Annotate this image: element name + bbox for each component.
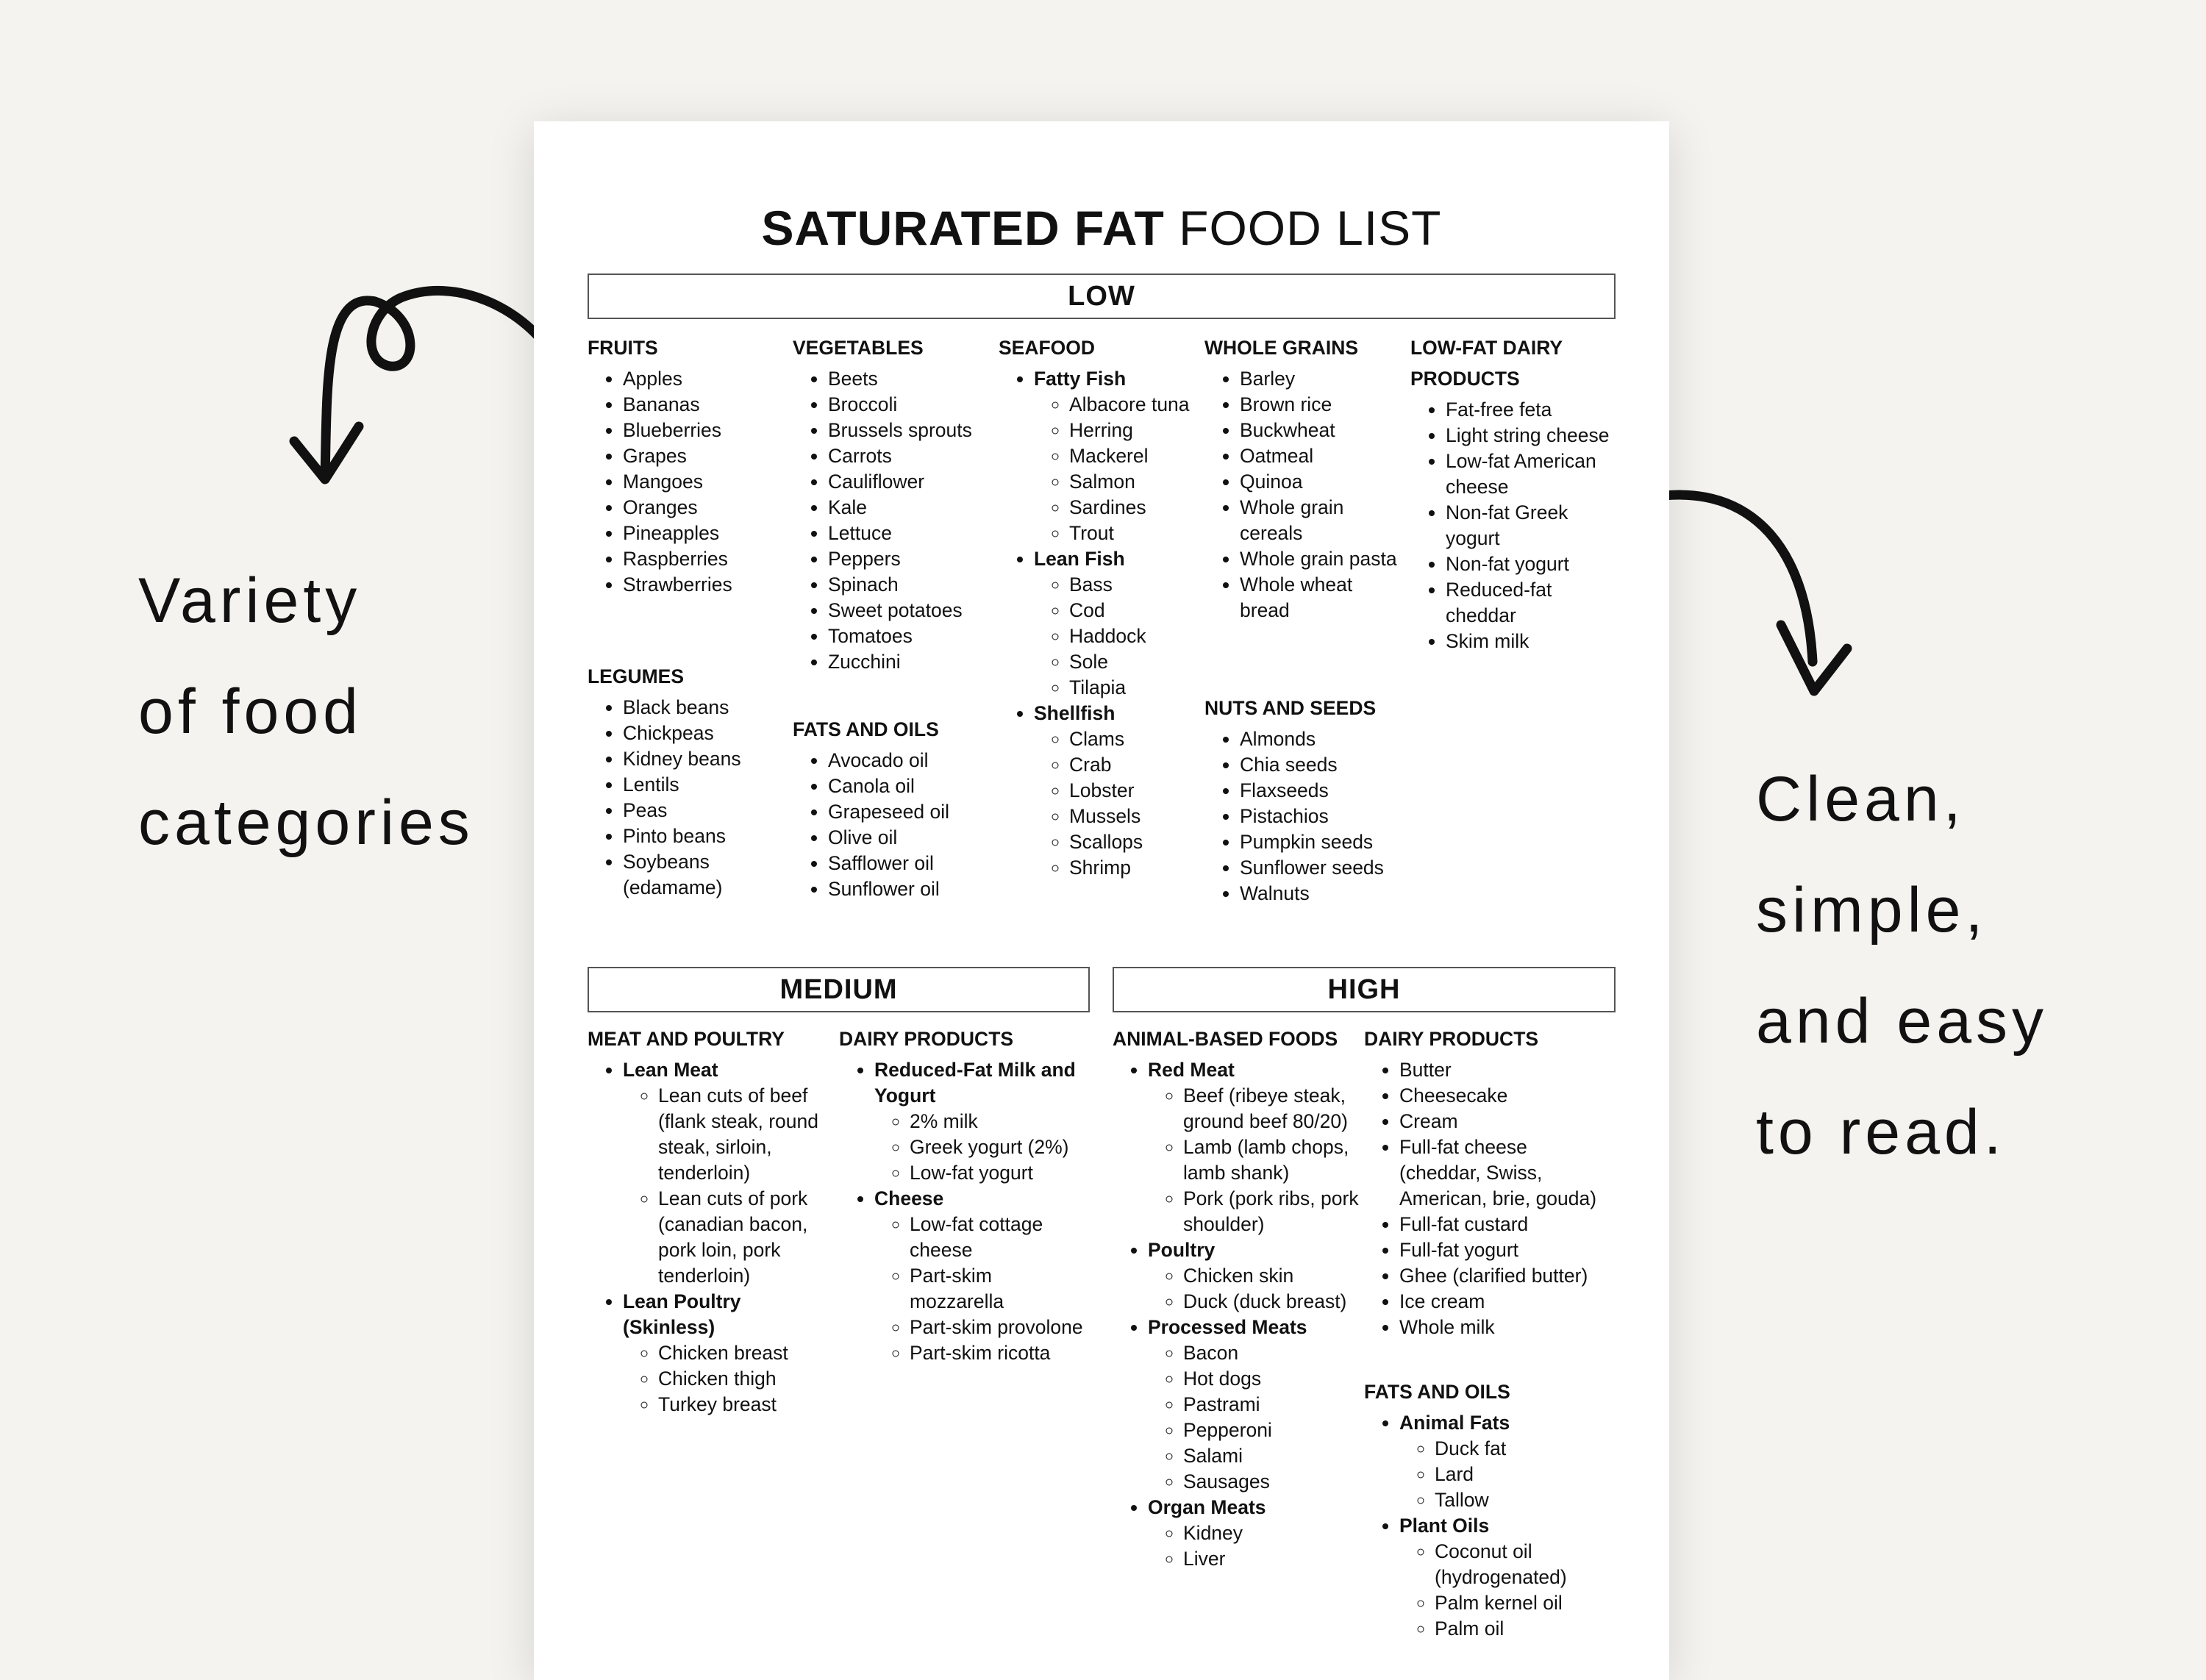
list-item: • Lentils [623, 772, 786, 798]
list-item: • Pistachios [1240, 804, 1410, 829]
list-group [874, 1057, 1093, 1186]
list-item: • Zucchini [828, 649, 995, 675]
list-item: ◦ Chicken breast [658, 1340, 834, 1366]
list-item: ◦ Part-skim provolone [910, 1315, 1093, 1340]
list-item: ◦ Herring [1069, 418, 1204, 443]
list-item: ◦ Part-skim mozzarella [910, 1263, 1035, 1315]
list-item: ◦ Mussels [1069, 804, 1204, 829]
list-item: • Oranges [623, 495, 786, 521]
col-fats-oils-low [793, 714, 995, 902]
list [839, 1057, 1093, 1366]
sublist [1399, 1539, 1618, 1642]
list-item: • Lettuce [828, 521, 995, 546]
list-item: • Kale [828, 495, 995, 521]
list-item: • Full-fat cheese (cheddar, Swiss, American, brie, gouda) [1399, 1134, 1613, 1212]
title-light: FOOD LIST [1179, 201, 1442, 255]
list-item: ◦ Lamb (lamb chops, lamb shank) [1183, 1134, 1363, 1186]
list-item: ◦ Duck (duck breast) [1183, 1289, 1363, 1315]
list-item: ◦ Greek yogurt (2%) [910, 1134, 1093, 1160]
list-item: • Cauliflower [828, 469, 995, 495]
list-item: • Kidney beans [623, 746, 786, 772]
list-item: • Cheesecake [1399, 1083, 1618, 1109]
list [793, 748, 995, 902]
list-group [1034, 546, 1204, 701]
list-item: • Whole milk [1399, 1315, 1618, 1340]
sublist [1148, 1340, 1363, 1495]
list-item: • Buckwheat [1240, 418, 1410, 443]
list-item: • Low-fat American cheese [1446, 448, 1604, 500]
list-item: • Ghee (clarified butter) [1399, 1263, 1618, 1289]
sublist [1034, 726, 1204, 881]
list [1364, 1410, 1618, 1642]
group-label: Reduced-Fat Milk and Yogurt [874, 1059, 1076, 1107]
list-item: • Raspberries [623, 546, 786, 572]
col-seafood [999, 332, 1204, 881]
list [1364, 1057, 1618, 1340]
list-item: • Canola oil [828, 773, 995, 799]
list-item: ◦ Low-fat cottage cheese [910, 1212, 1057, 1263]
sublist [1034, 572, 1204, 701]
list-item: • Black beans [623, 695, 786, 721]
list-item: • Almonds [1240, 726, 1410, 752]
list-item: • Blueberries [623, 418, 786, 443]
section-heading: LOW-FAT DAIRY PRODUCTS [1410, 337, 1563, 390]
list-item: ◦ Cod [1069, 598, 1204, 623]
section-heading: LEGUMES [588, 665, 685, 687]
list-group [1148, 1495, 1363, 1572]
list-item: • Pineapples [623, 521, 786, 546]
list-item: ◦ Palm oil [1435, 1616, 1618, 1642]
section-heading: DAIRY PRODUCTS [1364, 1028, 1539, 1050]
list-item: ◦ Low-fat yogurt [910, 1160, 1093, 1186]
list-item: • Beets [828, 366, 995, 392]
list-group [623, 1057, 834, 1289]
list-item: ◦ Crab [1069, 752, 1204, 778]
list [588, 366, 786, 598]
list-item: • Butter [1399, 1057, 1618, 1083]
callout-right-line: and easy [1756, 986, 2049, 1057]
col-high-fats-oils [1364, 1376, 1618, 1642]
list-item: ◦ Tallow [1435, 1487, 1618, 1513]
col-low-fat-dairy [1410, 332, 1616, 654]
list-item: ◦ Lean cuts of beef (flank steak, round steak, sirloin, tenderloin) [658, 1083, 834, 1186]
callout-left-line: categories [138, 787, 474, 858]
col-vegetables [793, 332, 995, 675]
list-item: ◦ Pepperoni [1183, 1418, 1363, 1443]
list-item: • Sunflower seeds [1240, 855, 1410, 881]
col-fruits [588, 332, 786, 598]
list-item: • Sunflower oil [828, 876, 995, 902]
list-item: ◦ 2% milk [910, 1109, 1093, 1134]
list-item: ◦ Chicken skin [1183, 1263, 1363, 1289]
list-item: • Safflower oil [828, 851, 995, 876]
list-item: ◦ Sole [1069, 649, 1204, 675]
callout-left [138, 546, 474, 879]
sublist [1399, 1436, 1618, 1513]
sublist [1034, 392, 1204, 546]
list-item: ◦ Sausages [1183, 1469, 1363, 1495]
list-item: ◦ Albacore tuna [1069, 392, 1204, 418]
list-item: • Peppers [828, 546, 995, 572]
band-high: HIGH [1113, 967, 1616, 1012]
list-item: • Grapes [623, 443, 786, 469]
list-item: • Non-fat yogurt [1446, 551, 1616, 577]
list-item: • Apples [623, 366, 786, 392]
list-item: ◦ Duck fat [1435, 1436, 1618, 1462]
list-item: • Mangoes [623, 469, 786, 495]
list-item: • Quinoa [1240, 469, 1410, 495]
col-nuts-seeds [1204, 693, 1410, 907]
list-item: • Ice cream [1399, 1289, 1618, 1315]
callout-left-line: of food [138, 676, 363, 747]
list-item: • Brown rice [1240, 392, 1410, 418]
list-group [1148, 1057, 1363, 1237]
list-item: • Whole grain pasta [1240, 546, 1410, 572]
band-medium: MEDIUM [588, 967, 1090, 1012]
list [1204, 726, 1410, 907]
list-item: • Oatmeal [1240, 443, 1410, 469]
list [1113, 1057, 1363, 1572]
list-item: ◦ Kidney [1183, 1520, 1363, 1546]
list-item: • Strawberries [623, 572, 786, 598]
list-item: ◦ Lard [1435, 1462, 1618, 1487]
callout-right [1756, 744, 2048, 1188]
list [793, 366, 995, 675]
group-label: Animal Fats [1399, 1412, 1510, 1434]
list-item: • Non-fat Greek yogurt [1446, 500, 1585, 551]
callout-right-line: to read. [1756, 1097, 2006, 1168]
list-item: ◦ Chicken thigh [658, 1366, 834, 1392]
list-item: ◦ Shrimp [1069, 855, 1204, 881]
section-heading: ANIMAL-BASED FOODS [1113, 1028, 1338, 1050]
list [1410, 397, 1616, 654]
list-item: • Olive oil [828, 825, 995, 851]
list-item: ◦ Pork (pork ribs, pork shoulder) [1183, 1186, 1363, 1237]
group-label: Fatty Fish [1034, 368, 1127, 390]
list-item: • Skim milk [1446, 629, 1616, 654]
list-item: • Full-fat custard [1399, 1212, 1618, 1237]
list-item: ◦ Turkey breast [658, 1392, 834, 1418]
list-item: ◦ Bacon [1183, 1340, 1363, 1366]
group-label: Organ Meats [1148, 1496, 1266, 1518]
section-heading: DAIRY PRODUCTS [839, 1028, 1014, 1050]
list-item: ◦ Liver [1183, 1546, 1363, 1572]
callout-right-line: simple, [1756, 875, 1988, 946]
section-heading: FATS AND OILS [793, 718, 939, 740]
list-item: • Light string cheese [1446, 423, 1616, 448]
group-label: Cheese [874, 1187, 944, 1209]
sublist [1148, 1520, 1363, 1572]
section-heading: MEAT AND POULTRY [588, 1028, 785, 1050]
sublist [1148, 1083, 1363, 1237]
list-item: • Barley [1240, 366, 1410, 392]
col-high-dairy [1364, 1023, 1618, 1340]
list-group [1399, 1513, 1618, 1642]
document-title [534, 201, 1669, 255]
list-item: ◦ Lobster [1069, 778, 1204, 804]
title-bold: SATURATED FAT [761, 201, 1165, 255]
list-item: • Grapeseed oil [828, 799, 995, 825]
list-group [1399, 1410, 1618, 1513]
list-item: ◦ Palm kernel oil [1435, 1590, 1618, 1616]
callout-right-line: Clean, [1756, 764, 1966, 834]
group-label: Plant Oils [1399, 1515, 1490, 1537]
group-label: Red Meat [1148, 1059, 1235, 1081]
col-legumes [588, 661, 786, 901]
list-item: ◦ Mackerel [1069, 443, 1204, 469]
section-heading: FRUITS [588, 337, 658, 359]
list-item: ◦ Hot dogs [1183, 1366, 1363, 1392]
sublist [623, 1083, 834, 1289]
sublist [623, 1340, 834, 1418]
list-item: • Whole grain cereals [1240, 495, 1350, 546]
curved-arrow-right-icon [1640, 478, 1860, 713]
list-item: ◦ Salami [1183, 1443, 1363, 1469]
document-page [534, 121, 1669, 1680]
list-item: ◦ Sardines [1069, 495, 1204, 521]
list [588, 695, 786, 901]
section-heading: NUTS AND SEEDS [1204, 697, 1377, 719]
list-item: • Reduced-fat cheddar [1446, 577, 1563, 629]
group-label: Lean Poultry (Skinless) [623, 1290, 741, 1338]
sublist [1148, 1263, 1363, 1315]
list-item: • Full-fat yogurt [1399, 1237, 1618, 1263]
sublist [874, 1212, 1093, 1366]
list-item: ◦ Haddock [1069, 623, 1204, 649]
list-item: ◦ Tilapia [1069, 675, 1204, 701]
list-item: • Flaxseeds [1240, 778, 1410, 804]
list [999, 366, 1204, 881]
list-group [1034, 366, 1204, 546]
band-low: LOW [588, 274, 1616, 319]
list-group [1148, 1237, 1363, 1315]
list-item: • Broccoli [828, 392, 995, 418]
list-item: • Tomatoes [828, 623, 995, 649]
list-item: ◦ Trout [1069, 521, 1204, 546]
list-item: • Fat-free feta [1446, 397, 1616, 423]
list-item: ◦ Bass [1069, 572, 1204, 598]
group-label: Poultry [1148, 1239, 1216, 1261]
list [588, 1057, 834, 1418]
col-medium-dairy [839, 1023, 1093, 1366]
group-label: Shellfish [1034, 702, 1116, 724]
list-item: ◦ Pastrami [1183, 1392, 1363, 1418]
list-item: • Pumpkin seeds [1240, 829, 1410, 855]
section-heading: VEGETABLES [793, 337, 924, 359]
list-item: • Whole wheat bread [1240, 572, 1365, 623]
list-item: • Sweet potatoes [828, 598, 995, 623]
list-item: • Avocado oil [828, 748, 995, 773]
section-heading: SEAFOOD [999, 337, 1096, 359]
list-item: • Walnuts [1240, 881, 1410, 907]
list-item: ◦ Salmon [1069, 469, 1204, 495]
group-label: Lean Meat [623, 1059, 718, 1081]
callout-left-line: Variety [138, 565, 362, 636]
list-item: • Pinto beans [623, 823, 786, 849]
group-label: Lean Fish [1034, 548, 1125, 570]
col-meat-poultry [588, 1023, 834, 1418]
list-item: ◦ Clams [1069, 726, 1204, 752]
list-group [623, 1289, 834, 1418]
list-item: • Chickpeas [623, 721, 786, 746]
group-label: Processed Meats [1148, 1316, 1307, 1338]
list-item: • Brussels sprouts [828, 418, 995, 443]
sublist [874, 1109, 1093, 1186]
list-item: • Chia seeds [1240, 752, 1410, 778]
list-group [1148, 1315, 1363, 1495]
list-item: ◦ Coconut oil (hydrogenated) [1435, 1539, 1582, 1590]
section-heading: FATS AND OILS [1364, 1381, 1510, 1403]
curly-arrow-left-icon [279, 279, 574, 500]
list-group [874, 1186, 1093, 1366]
list-item: • Cream [1399, 1109, 1618, 1134]
section-heading: WHOLE GRAINS [1204, 337, 1359, 359]
list-item: • Carrots [828, 443, 995, 469]
col-animal-based [1113, 1023, 1363, 1572]
list-item: ◦ Lean cuts of pork (canadian bacon, pork loin, pork tenderloin) [658, 1186, 834, 1289]
list-item: • Spinach [828, 572, 995, 598]
list-item: ◦ Part-skim ricotta [910, 1340, 1093, 1366]
list-group [1034, 701, 1204, 881]
list-item: ◦ Scallops [1069, 829, 1204, 855]
list-item: • Bananas [623, 392, 786, 418]
list-item: ◦ Beef (ribeye steak, ground beef 80/20) [1183, 1083, 1363, 1134]
list-item: • Soybeans (edamame) [623, 849, 733, 901]
list [1204, 366, 1410, 623]
list-item: • Peas [623, 798, 786, 823]
col-whole-grains [1204, 332, 1410, 623]
